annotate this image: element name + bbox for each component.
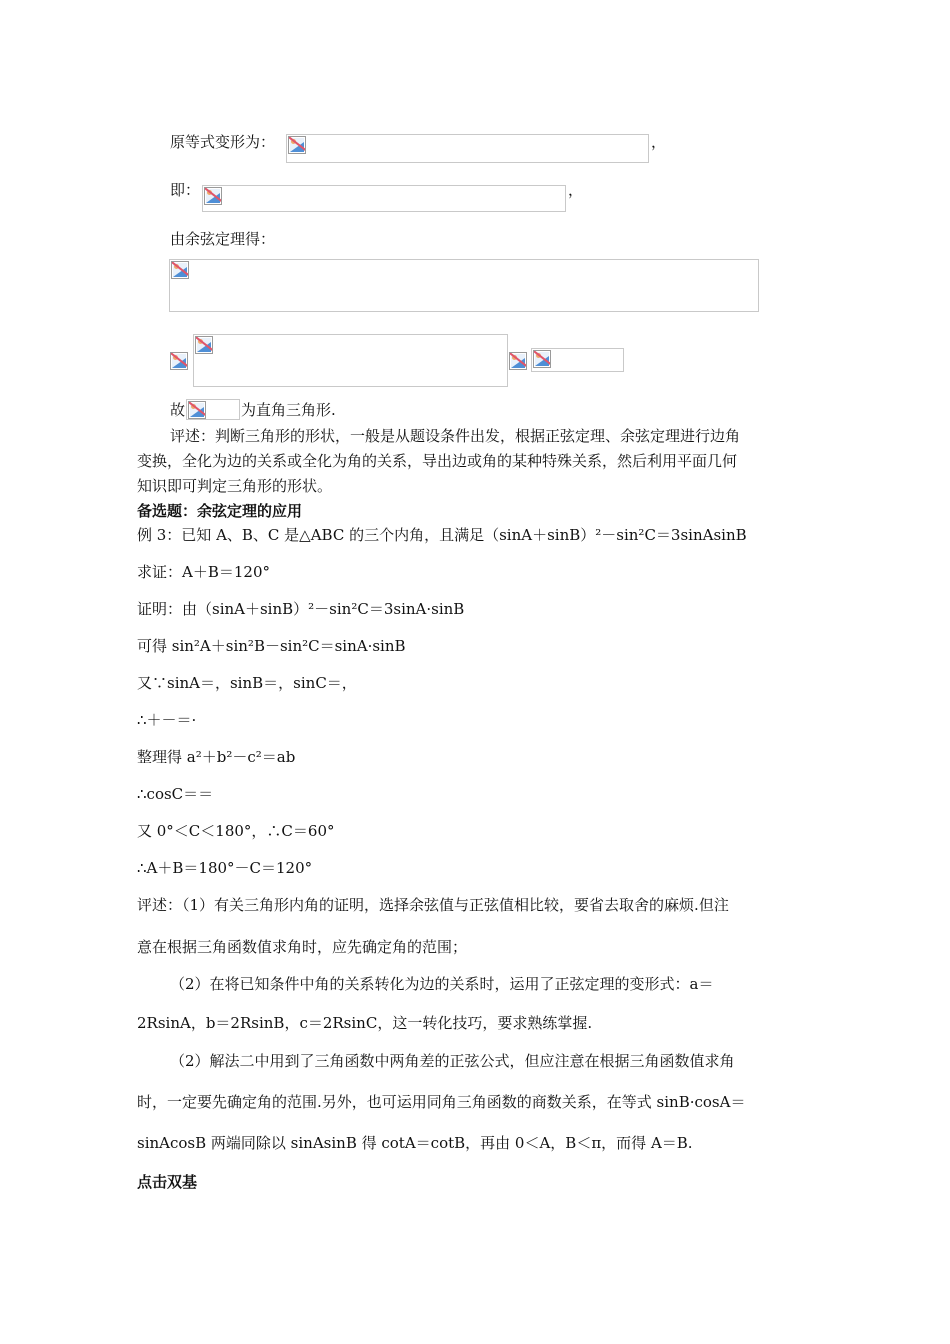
broken-image-icon xyxy=(171,261,189,279)
text-right-triangle: 为直角三角形. xyxy=(241,401,336,419)
broken-image-icon xyxy=(288,136,306,154)
broken-image-icon xyxy=(533,350,551,368)
proof-line: 又∵sinA＝，sinB＝，sinC＝， xyxy=(137,674,357,692)
proof-line: ∴A＋B＝180°－C＝120° xyxy=(137,859,313,877)
prove-statement: 求证：A＋B＝120° xyxy=(137,563,270,581)
review-paragraph-line: 意在根据三角函数值求角时，应先确定角的范围； xyxy=(137,938,468,956)
proof-line: ∴cosC＝＝ xyxy=(137,785,214,803)
proof-line: ∴＋－＝· xyxy=(137,711,197,729)
text-namely: 即： xyxy=(170,181,201,199)
review-paragraph-line: （2）在将已知条件中角的关系转化为边的关系时，运用了正弦定理的变形式：a＝ xyxy=(170,975,714,993)
review-paragraph-line: （2）解法二中用到了三角函数中两角差的正弦公式，但应注意在根据三角函数值求角 xyxy=(170,1052,735,1070)
review-paragraph-line: 变换，全化为边的关系或全化为角的关系，导出边或角的某种特殊关系，然后利用平面几何 xyxy=(137,452,738,470)
proof-line: 证明：由（sinA＋sinB）²－sin²C＝3sinA·sinB xyxy=(137,600,465,618)
review-paragraph-line: 2RsinA，b＝2RsinB，c＝2RsinC，这一转化技巧，要求熟练掌握. xyxy=(137,1014,593,1032)
formula-image-6 xyxy=(509,352,527,370)
broken-image-icon xyxy=(204,187,222,205)
punct-comma: ， xyxy=(568,181,584,199)
review-paragraph-line: 知识即可判定三角形的形状。 xyxy=(137,477,333,495)
section-heading: 备选题：余弦定理的应用 xyxy=(137,502,303,520)
broken-image-icon xyxy=(195,336,213,354)
formula-image-5 xyxy=(193,334,508,387)
footer-heading: 点击双基 xyxy=(137,1173,198,1191)
proof-line: 整理得 a²＋b²－c²＝ab xyxy=(137,748,296,766)
review-paragraph-line: sinAcosB 两端同除以 sinAsinB 得 cotA＝cotB，再由 0＜A，B＜π，而得 A＝B. xyxy=(137,1134,693,1152)
broken-image-icon xyxy=(188,401,206,419)
formula-image-7 xyxy=(531,348,624,372)
proof-line: 可得 sin²A＋sin²B－sin²C＝sinA·sinB xyxy=(137,637,406,655)
text-cosine-law: 由余弦定理得： xyxy=(170,230,276,248)
review-paragraph-line: 评述：（1）有关三角形内角的证明，选择余弦值与正弦值相比较，要省去取舍的麻烦.但注 xyxy=(137,896,729,914)
formula-image-2 xyxy=(202,185,566,212)
text-therefore-prefix: 故 xyxy=(170,401,186,419)
formula-image-3 xyxy=(169,259,759,312)
formula-image-4 xyxy=(170,352,188,370)
punct-comma: ， xyxy=(651,133,667,151)
proof-line: 又 0°＜C＜180°，∴C＝60° xyxy=(137,822,335,840)
text-transform-intro: 原等式变形为： xyxy=(170,133,276,151)
review-paragraph-line: 评述：判断三角形的形状，一般是从题设条件出发，根据正弦定理、余弦定理进行边角 xyxy=(170,427,741,445)
example-statement: 例 3：已知 A、B、C 是△ABC 的三个内角，且满足（sinA＋sinB）²－sin²C＝3sinAsinB xyxy=(137,526,747,544)
review-paragraph-line: 时，一定要先确定角的范围.另外，也可运用同角三角函数的商数关系，在等式 sinB·cosA＝ xyxy=(137,1093,746,1111)
formula-image-1 xyxy=(286,134,649,163)
formula-image-8 xyxy=(186,399,240,420)
